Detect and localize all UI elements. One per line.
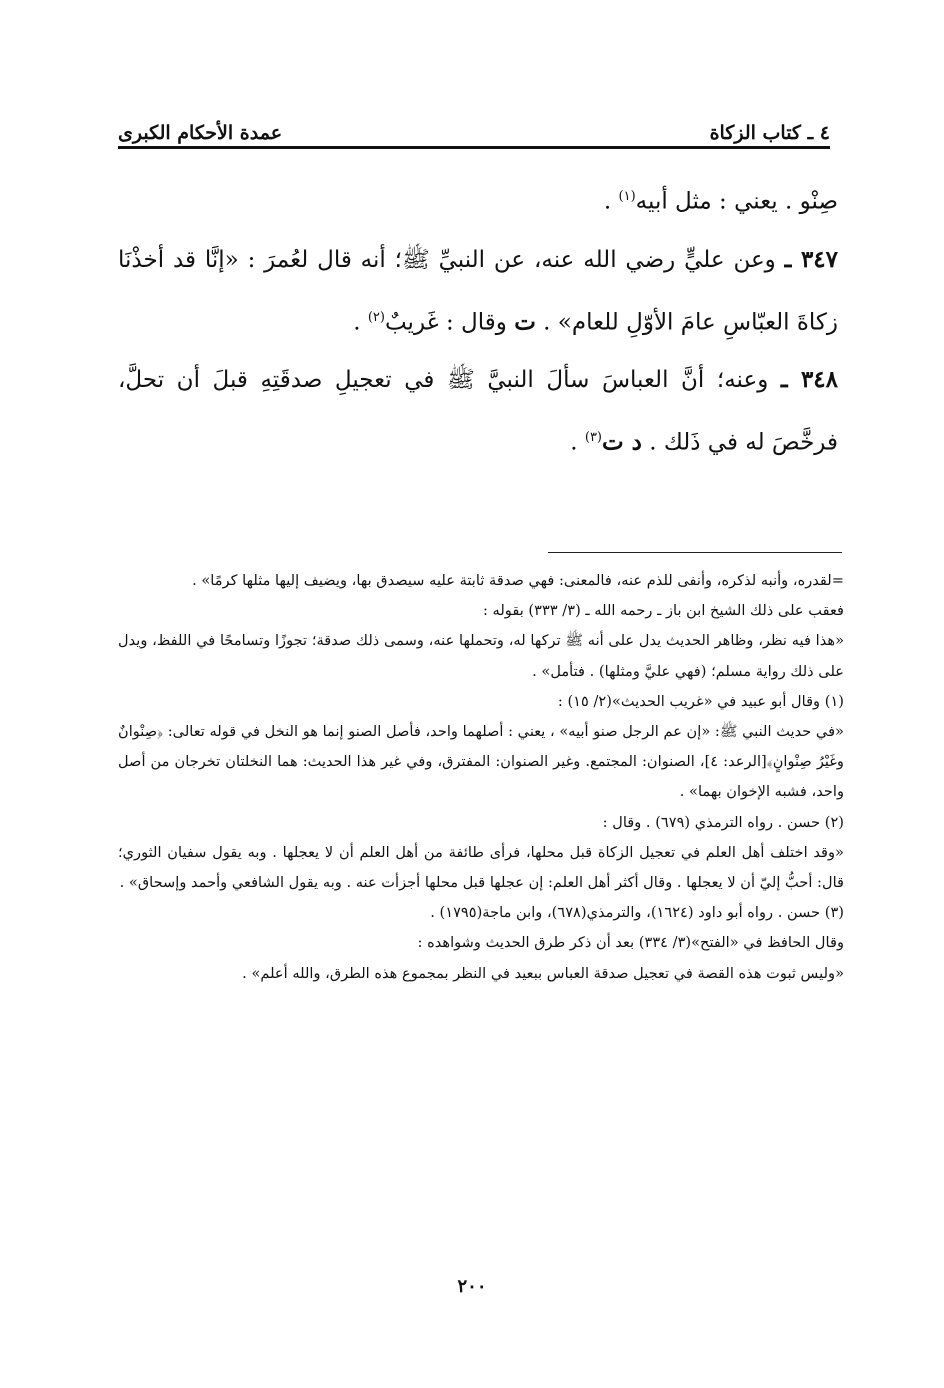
period: . [603, 188, 619, 215]
hadith-347-text: وعن عليٍّ رضي الله عنه، عن النبيِّ ﷺ؛ أنه قال لعُمرَ : «إنَّا قد أخذْنَا زكاةَ العبّاسِ عامَ الأوّلِ للعام» . [118, 246, 838, 336]
footnote-divider [548, 552, 842, 553]
footnote-3-note: وقال الحافظ في «الفتح»(٣/ ٣٣٤) بعد أن ذكر طرق الحديث وشواهده : [417, 934, 844, 952]
footnote-continuation: فعقب على ذلك الشيخ ابن باز ـ رحمه الله ـ (٣/ ٣٣٣) بقوله : [482, 602, 844, 620]
footnote-ref-2: (٢) [367, 309, 385, 325]
footnote-3-quote: «وليس ثبوت هذه القصة في تعجيل صدقة العباس ببعيد في النظر بمجموع هذه الطرق، والله أعلم» . [242, 964, 844, 982]
hadith-347-grading: وقال : غَريبٌ [384, 309, 507, 336]
main-text [118, 168, 838, 472]
continuation-line [118, 168, 838, 231]
running-header [118, 108, 830, 149]
source-code-348: د ت [602, 428, 642, 456]
hadith-348 [118, 351, 838, 472]
footnote-continuation: «هذا فيه نظر، وظاهر الحديث يدل على أنه ﷺ تركها له، وتحملها عنه، وسمى ذلك صدقة؛ تجوزًا وتسامحًا في اللفظ، ويدل على ذلك رواية مسلم؛ (فهي عليَّ ومثلها) . فتأمل» . [118, 632, 844, 680]
source-code-347: ت [514, 308, 536, 336]
footnote-2-quote: «وقد اختلف أهل العلم في تعجيل الزكاة قبل محلها، فرأى طائفة من أهل العلم أن لا يعجلها . وبه يقول سفيان الثوري؛ قال: أحبُّ إليّ أن لا يعجلها . وقال أكثر أهل العلم: إن عجلها قبل محلها أجزأت عنه . وبه يقول الشافعي وأحمد وإسحاق» . [118, 843, 844, 892]
footnote-2: (٢) حسن . رواه الترمذي (٦٧٩) . وقال : [602, 813, 844, 831]
footnote-1-quote: «في حديث النبي ﷺ: «إن عم الرجل صنو أبيه» ، يعني : أصلهما واحد، فأصل الصنو إنما هو النخل في قوله تعالى: ﴿صِنْوانٌ وغَيْرُ صِنْوانٍ﴾[الرعد: ٤]، الصنوان: المجتمع. وغير الصنوان: المفترق، وفي غير هذا الحديث: هما النخلتان تخرجان من أصل واحد، فشبه الإخوان بهما» . [118, 723, 844, 801]
footnote-ref-1: (١) [618, 189, 636, 204]
continuation-text: صِنْو . يعني : مثل أبيه [635, 188, 838, 215]
hadith-348-text: وعنه؛ أنَّ العباسَ سألَ النبيَّ ﷺ في تعجيلِ صدقَتِهِ قبلَ أن تحلَّ، فرخَّصَ له في ذَلك . [118, 367, 838, 456]
footnote-ref-3: (٣) [584, 430, 602, 446]
footnote-1: (١) وقال أبو عبيد في «غريب الحديث»(٢/ ١٥) : [557, 692, 844, 710]
footnote-3: (٣) حسن . رواه أبو داود (١٦٢٤)، والترمذي(٦٧٨)، وابن ماجة(١٧٩٥) . [430, 904, 844, 922]
chapter-title: ٤ ـ كتاب الزكاة [709, 122, 830, 144]
period: . [353, 309, 368, 336]
book-title: عمدة الأحكام الكبرى [118, 122, 283, 144]
hadith-347 [118, 231, 838, 352]
page-number: ٢٠٠ [457, 1276, 487, 1297]
hadith-number-348: ٣٤٨ ـ [780, 366, 839, 394]
footnote-continuation: =لقدره، وأنبه لذكره، وأنفى للذم عنه، فالمعنى: فهي صدقة ثابتة عليه سيصدق بها، ويضيف إليها مثلها كرمًا» . [192, 572, 844, 589]
hadith-number-347: ٣٤٧ ـ [784, 245, 839, 273]
footnotes [118, 566, 844, 989]
period: . [570, 429, 585, 456]
